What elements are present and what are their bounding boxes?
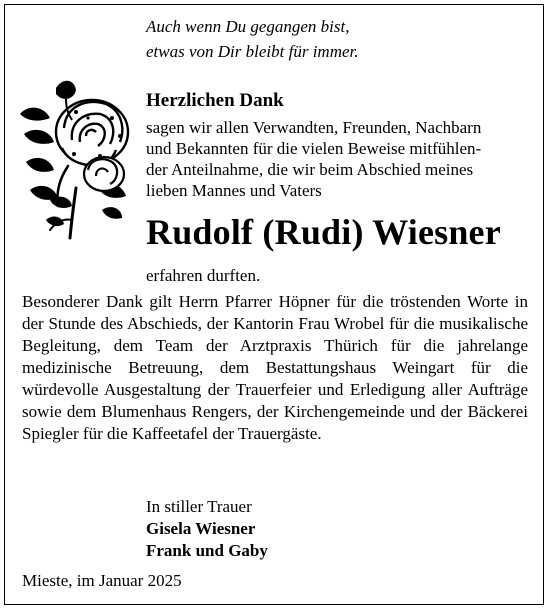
thanks-line: der Anteilnahme, die wir beim Abschied meines [146,160,474,179]
motto-line-1: Auch wenn Du gegangen bist, [146,17,350,36]
motto [146,14,526,64]
motto-line-2: etwas von Dir bleibt für immer. [146,42,359,61]
deceased-name: Rudolf (Rudi) Wiesner [146,212,501,252]
thanks-line: sagen wir allen Verwandten, Freunden, Nachbarn [146,118,482,137]
signature-intro: In stiller Trauer [146,497,252,516]
thanks-line: und Bekannten für die vielen Beweise mitfühlen- [146,139,482,158]
thanks-line: lieben Mannes und Vaters [146,181,322,200]
special-thanks-paragraph: Besonderer Dank gilt Herrn Pfarrer Höpner für die tröstenden Worte in der Stunde des Abschieds, der Kantorin Frau Wrobel für die musikalische Begleitung, dem Team der Arztpraxis Thürich für die jahrelange medizinische Betreuung, dem Bestattungshaus Weingart für die würdevolle Ausgestaltung der Trauerfeier und Erledigung aller Aufträge sowie dem Blumenhaus Rengers, der Kirchengemeinde und der Bäckerei Spiegler für die Kaffeetafel der Trauergäste. [22,292,528,443]
thanks-heading: Herzlichen Dank [146,90,284,111]
dateline: Mieste, im Januar 2025 [22,571,182,590]
signer-name: Gisela Wiesner [146,519,256,538]
rose-icon [16,70,138,242]
experienced-text: erfahren durften. [146,266,261,285]
signature-block [146,496,268,562]
signer-name: Frank und Gaby [146,541,268,560]
thanks-paragraph [146,117,538,201]
